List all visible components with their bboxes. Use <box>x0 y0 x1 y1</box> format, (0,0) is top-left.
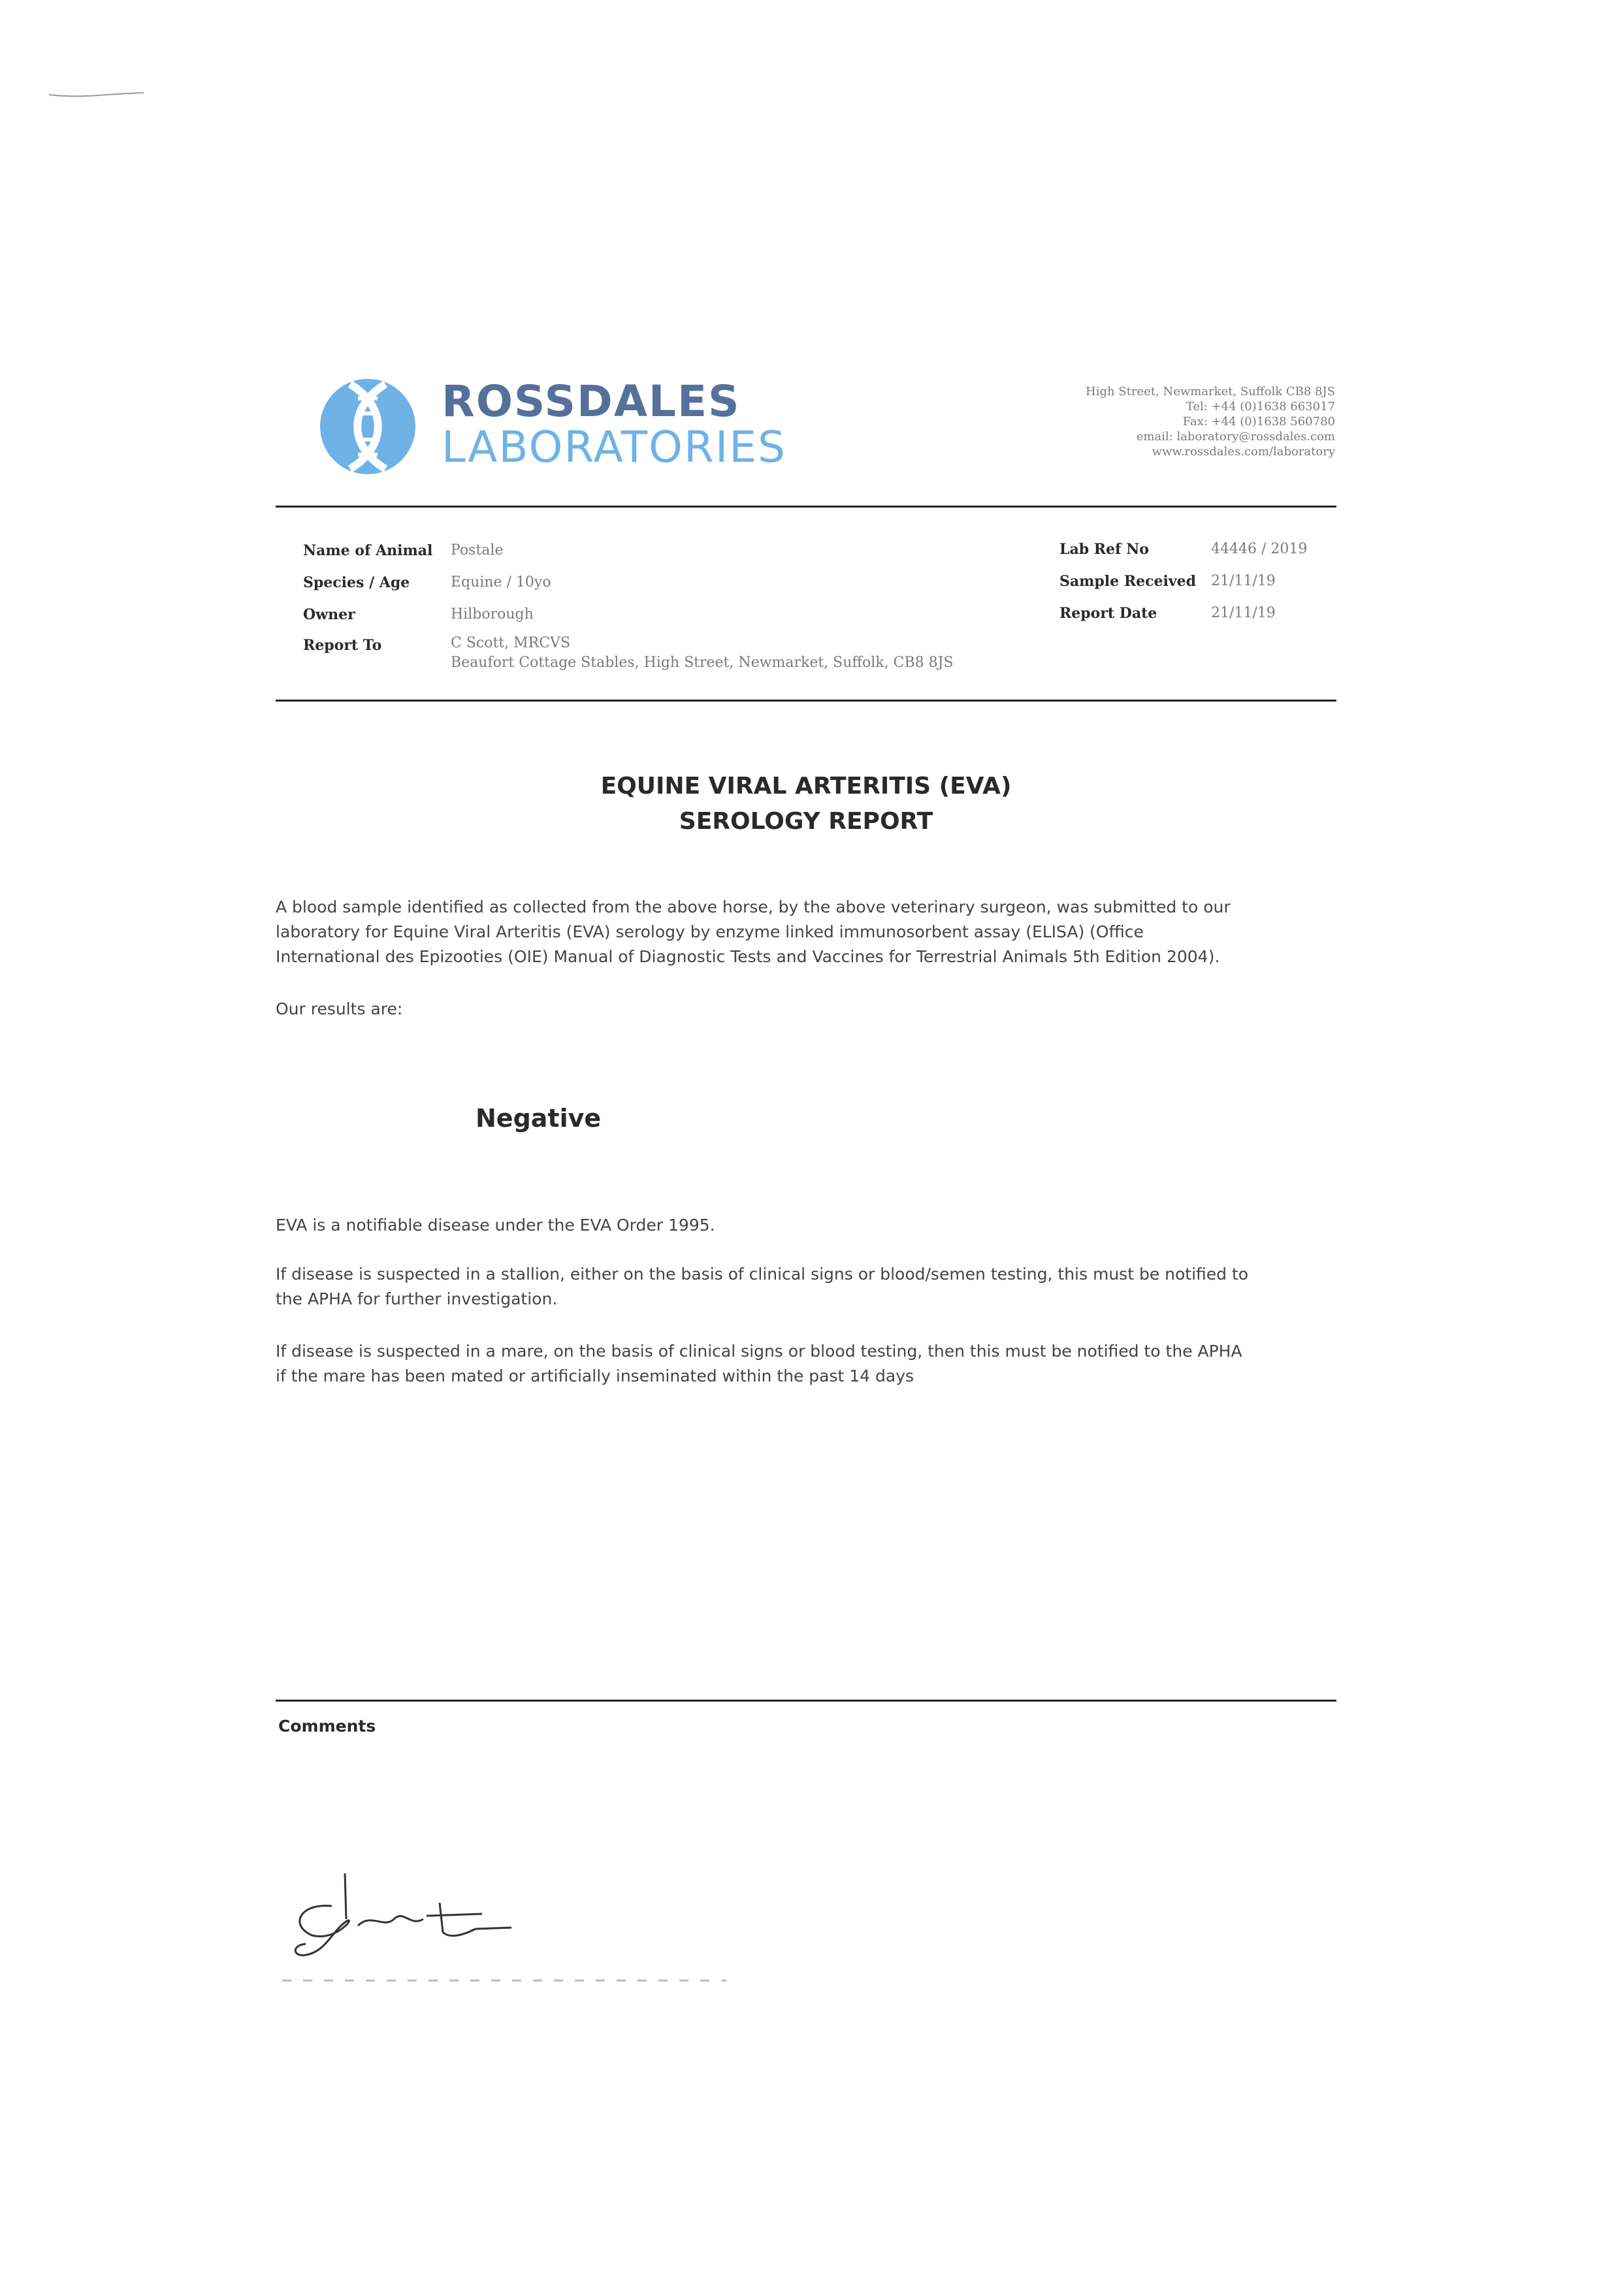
comments-label: Comments <box>278 1717 376 1736</box>
report-title-line1: EQUINE VIRAL ARTERITIS (EVA) <box>600 773 1012 800</box>
report-to-value: C Scott, MRCVS <box>451 635 571 651</box>
lab-ref-label: Lab Ref No <box>1059 541 1149 558</box>
dna-logo-icon <box>319 378 417 476</box>
name-of-animal-label: Name of Animal <box>303 542 433 559</box>
owner-value: Hilborough <box>451 606 534 623</box>
stallion-line: If disease is suspected in a stallion, either on the basis of clinical signs or blood/semen testing, this must be notified to <box>276 1265 1249 1284</box>
report-date-label: Report Date <box>1059 605 1157 622</box>
report-to-address: Beaufort Cottage Stables, High Street, Newmarket, Suffolk, CB8 8JS <box>451 655 954 671</box>
comments-divider <box>276 1700 1336 1702</box>
details-divider <box>276 700 1336 702</box>
address-line: email: laboratory@rossdales.com <box>1136 430 1335 444</box>
species-age-label: Species / Age <box>303 574 410 591</box>
mare-paragraph <box>276 1339 1347 1389</box>
sample-received-label: Sample Received <box>1059 573 1197 590</box>
intro-paragraph <box>276 895 1347 969</box>
signature-caption-faded <box>282 1978 726 1983</box>
owner-label: Owner <box>303 606 355 623</box>
species-age-value: Equine / 10yo <box>451 574 551 590</box>
stallion-paragraph <box>276 1262 1347 1312</box>
lab-ref-value: 44446 / 2019 <box>1211 541 1308 557</box>
mare-line: if the mare has been mated or artificially inseminated within the past 14 days <box>276 1366 914 1385</box>
logo-wordmark-bottom: LABORATORIES <box>442 422 786 472</box>
mare-line: If disease is suspected in a mare, on the basis of clinical signs or blood testing, then this must be notified to the APHA <box>276 1342 1242 1361</box>
report-title-line2: SEROLOGY REPORT <box>679 808 933 835</box>
scan-artifact <box>46 91 150 98</box>
address-line: Fax: +44 (0)1638 560780 <box>1182 415 1335 428</box>
signature-image <box>286 1867 560 1971</box>
intro-line: International des Epizooties (OIE) Manual of Diagnostic Tests and Vaccines for Terrestrial Animals 5th Edition 2004). <box>276 947 1220 966</box>
report-date-value: 21/11/19 <box>1211 605 1276 621</box>
address-line: Tel: +44 (0)1638 663017 <box>1186 400 1335 413</box>
header-divider <box>276 506 1336 508</box>
sample-received-value: 21/11/19 <box>1211 573 1276 589</box>
results-label: Our results are: <box>276 999 403 1018</box>
lab-address <box>1086 384 1335 459</box>
intro-line: laboratory for Equine Viral Arteritis (EVA) serology by enzyme linked immunosorbent assay (ELISA) (Office <box>276 922 1144 941</box>
intro-line: A blood sample identified as collected from the above horse, by the above veterinary surgeon, was submitted to our <box>276 897 1231 916</box>
name-of-animal-value: Postale <box>451 542 504 558</box>
logo-wordmark-top: ROSSDALES <box>442 376 741 427</box>
stallion-line: the APHA for further investigation. <box>276 1289 558 1308</box>
notifiable-notice: EVA is a notifiable disease under the EVA Order 1995. <box>276 1216 715 1235</box>
address-line: www.rossdales.com/laboratory <box>1152 445 1335 459</box>
test-result: Negative <box>476 1104 602 1133</box>
address-line: High Street, Newmarket, Suffolk CB8 8JS <box>1086 385 1335 398</box>
report-to-label: Report To <box>303 637 382 654</box>
